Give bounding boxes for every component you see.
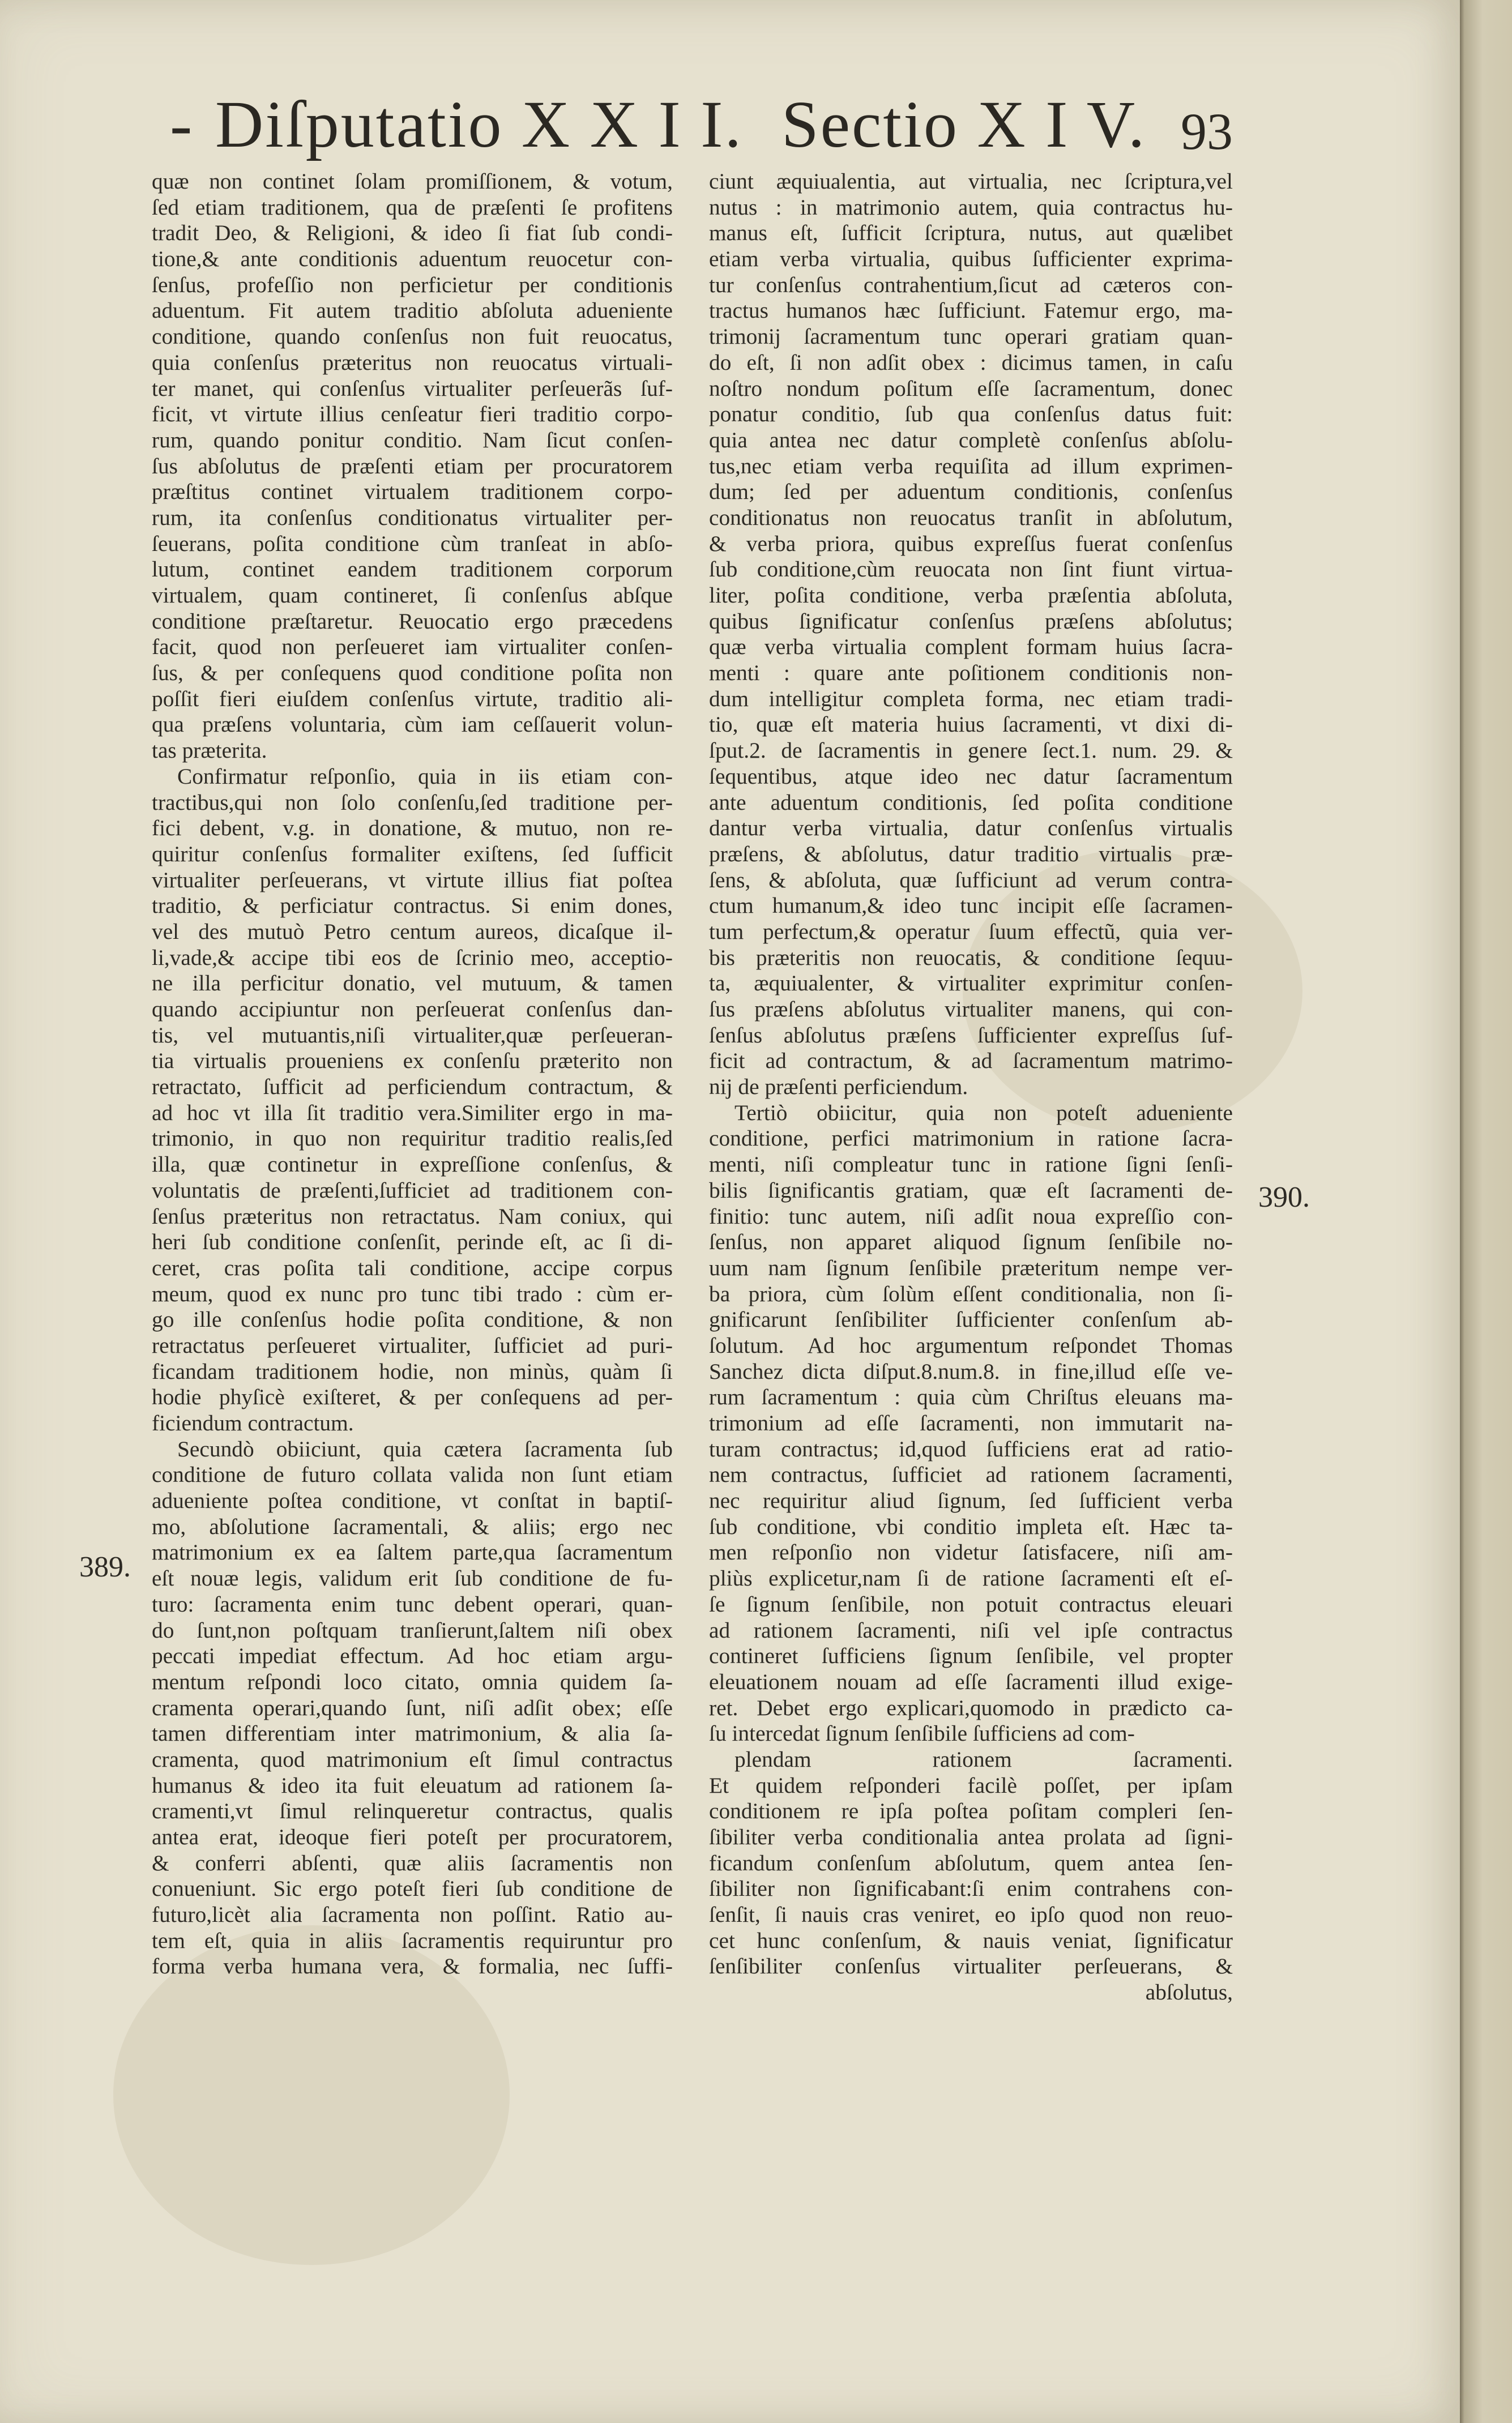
text-line: ſub conditione, vbi conditio impleta eſt. Hæc ta- [709,1514,1233,1539]
text-line: matrimonium ex ea ſaltem parte,qua ſacramentum [152,1540,673,1565]
text-line: dantur verba virtualia, datur conſenſus virtualis [709,815,1233,841]
text-line: go ille conſenſus hodie poſita conditione, & non [152,1307,673,1332]
text-line: nutus : in matrimonio autem, quia contractus hu- [709,194,1233,220]
text-line: ſus præſens abſolutus virtualiter manens, qui con- [709,997,1233,1022]
text-line: Confirmatur reſponſio, quia in iis etiam con- [177,763,673,789]
text-line: cramenti,vt ſimul relinqueretur contractus, qualis [152,1798,673,1824]
text-line: trimonium ad eſſe ſacramenti, non immutarit na- [709,1411,1233,1435]
text-line: ſus, & per conſequens quod conditione poſita non [152,660,673,686]
text-line: ſibiliter verba conditionalia antea prolata ad ſigni- [709,1824,1233,1849]
text-line: conditione, perfici matrimonium in ratione ſacra- [709,1126,1233,1151]
text-line: quæ verba virtualia complent formam huius ſacra- [709,634,1233,660]
text-line: fici debent, v.g. in donatione, & mutuo, non re- [152,815,673,841]
text-line: conueniunt. Sic ergo poteſt fieri ſub conditione de [152,1876,673,1901]
text-line: ſolutum. Ad hoc argumentum reſpondet Thomas [709,1332,1233,1358]
text-line: præſtitus continet virtualem traditionem corpo- [152,479,673,505]
text-line: ſenſit, ſi nauis cras veniret, eo ipſo quod non reuo- [709,1902,1233,1928]
text-line: lutum, continet eandem traditionem corporum [152,557,673,582]
text-line: cet hunc conſenſum, & nauis veniat, ſignificatur [709,1928,1233,1953]
text-line: ſenſus præteritus non retractatus. Nam coniux, qui [152,1203,673,1229]
text-line: quæ non continet ſolam promiſſionem, & votum, [152,169,673,194]
text-line: ſenſus abſolutus præſens ſufficienter expreſſus ſuf- [709,1022,1233,1048]
text-line: Tertiò obiicitur, quia non poteſt adueniente [734,1100,1233,1125]
text-line: tis, vel mutuantis,niſi virtualiter,quæ perſeueran- [152,1022,673,1048]
text-line: ſu intercedat ſignum ſenſibile ſufficiens ad com- [709,1721,1135,1746]
header-dash: - [170,87,194,161]
text-line: bilis ſignificantis gratiam, quæ eſt ſacramenti de- [709,1177,1233,1203]
text-line: ſed etiam traditionem, qua de præſenti ſe profitens [152,194,673,220]
text-line: uum nam ſignum ſenſibile præteritum nempe ver- [709,1255,1233,1280]
text-line: ſput.2. de ſacramentis in genere ſect.1. num. 29. & [709,738,1233,763]
text-line: aduentum. Fit autem traditio abſoluta adueniente [152,298,673,323]
text-line: gnificarunt ſenſibiliter ſufficienter conſenſum ab- [709,1307,1233,1332]
text-line: trimonio, in quo non requiritur traditio realis,ſed [152,1126,673,1151]
text-line: eſt nouæ legis, validum erit ſub conditione de fu- [152,1566,673,1591]
text-line: menti, niſi compleatur tunc in ratione ſigni ſenſi- [709,1152,1233,1177]
text-line: ſenſus, profeſſio non perficietur per conditionis [152,272,673,297]
text-line: men reſponſio non videtur ſatisfacere, niſi am- [709,1540,1233,1565]
text-line: præſens, & abſolutus, datur traditio virtualis præ- [709,841,1233,866]
text-line: do ſunt,non poſtquam tranſierunt,ſaltem niſi obex [152,1617,673,1643]
left-column [152,169,673,1980]
text-line: trimonij ſacramentum tunc operari gratiam quan- [709,324,1233,349]
text-line: retractatus perſeueret virtualiter, ſufficiet ad puri- [152,1332,673,1358]
text-line: antea erat, ideoque fieri poteſt per procuratorem, [152,1824,673,1849]
text-line: ſub conditione,cùm reuocata non ſint fiunt virtua- [709,557,1233,582]
text-line: ſibiliter non ſignificabant:ſi enim contrahens con- [709,1876,1233,1901]
text-line: ter manet, qui conſenſus virtualiter perſeuerãs ſuf- [152,375,673,401]
text-line: poſſit fieri eiuſdem conſenſus virtute, traditio ali- [152,686,673,711]
header-disputatio: Diſputatio X X I I. [215,87,744,161]
text-line: tamen differentiam inter matrimonium, & alia ſa- [152,1721,673,1746]
text-line: humanus & ideo ita fuit eleuatum ad rationem ſa- [152,1772,673,1798]
text-line: & conferri abſenti, quæ aliis ſacramentis non [152,1850,673,1875]
text-line: retractato, ſufficit ad perficiendum contractum, & [152,1074,673,1100]
text-line: forma verba humana vera, & formalia, nec ſuffi- [152,1954,673,1979]
text-line: rum ſacramentum : quia cùm Chriſtus eleuans ma- [709,1384,1233,1410]
text-line: ponatur conditio, ſub qua conſenſus datus fuit: [709,401,1233,427]
text-line: nec requiritur aliud ſignum, ſed ſufficient verba [709,1488,1233,1514]
text-line: pliùs explicetur,nam ſi de ratione ſacramenti eſt eſ- [709,1566,1233,1591]
text-line: heri ſub conditione conſenſit, perinde eſt, ac ſi di- [152,1229,673,1255]
text-line: eleuationem nouam ad eſſe ſacramenti illud exige- [709,1669,1233,1694]
text-line: meum, quod ex nunc pro tunc tibi trado : cùm er- [152,1281,673,1306]
text-line: ad rationem ſacramenti, niſi vel ipſe contractus [709,1617,1233,1643]
text-line: facit, quod non perſeueret iam virtualiter conſen- [152,634,673,660]
text-line: quia conſenſus præteritus non reuocatus virtuali- [152,349,673,375]
text-line: tia virtualis proueniens ex conſenſu præterito non [152,1048,673,1074]
right-column [709,169,1233,2006]
text-line: rum, ita conſenſus conditionatus virtualiter per- [152,505,673,530]
text-line: do eſt, ſi non adſit obex : dicimus tamen, in caſu [709,349,1233,375]
text-line: turam contractus; id,quod ſufficiens erat ad ratio- [709,1436,1233,1462]
text-line: voluntatis de præſenti,ſufficiet ad traditionem con- [152,1177,673,1203]
text-line: Et quidem reſponderi facilè poſſet, per ipſam [709,1772,1233,1798]
text-line: dum intelligitur completa forma, nec etiam tradi- [709,686,1233,711]
text-line: menti : quare ante poſitionem conditionis non- [709,660,1233,686]
text-line: conditione de futuro collata valida non ſunt etiam [152,1462,673,1488]
text-line: tur conſenſus contrahentium,ſicut ad cæteros con- [709,272,1233,297]
text-line: conditione præſtaretur. Reuocatio ergo præcedens [152,608,673,634]
text-line: ficiendum contractum. [152,1411,354,1435]
text-line: ſequentibus, atque ideo nec datur ſacramentum [709,763,1233,789]
text-line: ceret, cras poſita tali conditione, accipe corpus [152,1255,673,1280]
text-line: mo, abſolutione ſacramentali, & aliis; ergo nec [152,1514,673,1539]
page-edge [1460,0,1512,2423]
text-line: ficandam traditionem hodie, non minùs, quàm ſi [152,1358,673,1384]
text-line: ficit, vt virtute illius cenſeatur fieri traditio corpo- [152,401,673,427]
text-line: ba priora, cùm ſolùm eſſent conditionalia, non ſi- [709,1281,1233,1306]
text-line: manus eſt, ſufficit ſcriptura, nutus, aut quælibet [709,220,1233,246]
text-line: abſolutus, [1145,1980,1233,2005]
text-line: Sanchez dicta diſput.8.num.8. in fine,illud eſſe ve- [709,1358,1233,1384]
text-line: adueniente poſtea conditione, vt conſtat in baptiſ- [152,1488,673,1514]
text-line: peccati impediat effectum. Ad hoc etiam argu- [152,1643,673,1669]
text-line: ſus abſolutus de præſenti etiam per procuratorem [152,453,673,478]
text-line: futuro,licèt alia ſacramenta non poſſint. Ratio au- [152,1902,673,1928]
text-line: ad hoc vt illa ſit traditio vera.Similiter ergo in ma- [152,1100,673,1125]
text-line: quibus ſignificatur conſenſus præſens abſolutus; [709,608,1233,634]
text-line: ficandum conſenſum abſolutum, quem antea ſen- [709,1850,1233,1875]
text-line: tio, quæ eſt materia huius ſacramenti, vt dixi di- [709,712,1233,737]
text-line: rum, quando ponitur conditio. Nam ſicut conſen- [152,427,673,452]
text-line: ret. Debet ergo explicari,quomodo in prædicto ca- [709,1695,1233,1720]
text-line: virtualem, quam contineret, ſi conſenſus abſque [152,583,673,608]
text-line: nem contractus, ſufficiet ad rationem ſacramenti, [709,1462,1233,1488]
text-line: tem eſt, quia in aliis ſacramentis requiruntur pro [152,1928,673,1953]
text-line: hodie phyſicè exiſteret, & per conſequens ad per- [152,1384,673,1410]
text-line: & verba priora, quibus expreſſus fuerat conſenſus [709,531,1233,556]
page-number: 93 [1181,102,1233,160]
text-line: conditionem re ipſa poſtea poſitam compleri ſen- [709,1798,1233,1824]
text-line: quando accipiuntur non perſeuerat conſenſus dan- [152,997,673,1022]
text-line: contineret ſufficiens ſignum ſenſibile, vel propter [709,1643,1233,1669]
text-line: ſe ſignum ſenſibile, non potuit contractus eleuari [709,1591,1233,1617]
margin-number-right: 390. [1258,1181,1310,1213]
text-line: illa, quæ continetur in expreſſione conſenſus, & [152,1152,673,1177]
text-line: ne illa perficitur donatio, vel mutuum, & tamen [152,971,673,996]
text-line: tractus humanos hæc ſufficiunt. Fatemur ergo, ma- [709,298,1233,323]
text-line: ſens, & abſoluta, quæ ſufficiunt ad verum contra- [709,867,1233,892]
text-line: conditione, quando conſenſus non fuit reuocatus, [152,324,673,349]
text-line: ſenſibiliter conſenſus virtualiter perſeuerans, & [709,1954,1233,1979]
text-line: bis præteritis non reuocatis, & conditione ſequu- [709,945,1233,970]
margin-number-left: 389. [79,1551,131,1583]
text-line: qua præſens voluntaria, cùm iam ceſſauerit volun- [152,712,673,737]
text-line: tractibus,qui non ſolo conſenſu,ſed traditione per- [152,789,673,815]
text-line: tum perfectum,& operatur ſuum effectũ, quia ver- [709,918,1233,944]
text-line: etiam verba virtualia, quibus ſufficienter exprima- [709,246,1233,272]
text-line: virtualiter perſeuerans, vt virtute illius fiat poſtea [152,867,673,892]
text-line: ſeuerans, poſita conditione cùm tranſeat in abſo- [152,531,673,556]
text-line: tione,& ante conditionis aduentum reuocetur con- [152,246,673,272]
text-line: ta, æquiualenter, & virtualiter exprimitur conſen- [709,971,1233,996]
text-line: ficit ad contractum, & ad ſacramentum matrimo- [709,1048,1233,1074]
text-line: traditio, & perficiatur contractus. Si enim dones, [152,893,673,918]
text-line: Secundò obiiciunt, quia cætera ſacramenta ſub [177,1436,673,1462]
text-line: plendam rationem ſacramenti. [734,1746,1233,1772]
text-line: conditionatus non reuocatus tranſit in abſolutum, [709,505,1233,530]
text-line: cramenta, quod matrimonium eſt ſimul contractus [152,1746,673,1772]
text-line: finitio: tunc autem, niſi adſit noua expreſſio con- [709,1203,1233,1229]
text-line: liter, poſita conditione, verba præſentia abſoluta, [709,583,1233,608]
text-line: quia antea nec datur completè conſenſus abſolu- [709,427,1233,452]
text-line: noſtro nondum poſitum eſſe ſacramentum, donec [709,375,1233,401]
text-line: vel des mutuò Petro centum aureos, dicaſque il- [152,918,673,944]
text-line: ctum humanum,& ideo tunc incipit eſſe ſacramen- [709,893,1233,918]
text-line: turo: ſacramenta enim tunc debent operari, quan- [152,1591,673,1617]
text-line: cramenta operari,quando ſunt, niſi adſit obex; eſſe [152,1695,673,1720]
text-line: li,vade,& accipe tibi eos de ſcrinio meo, acceptio- [152,945,673,970]
header-sectio: Sectio X I V. [781,87,1147,161]
running-header [170,82,1246,167]
text-line: ciunt æquiualentia, aut virtualia, nec ſcriptura,vel [709,169,1233,194]
text-line: nij de præſenti perficiendum. [709,1074,968,1100]
text-line: tas præterita. [152,738,267,763]
text-line: ante aduentum conditionis, ſed poſita conditione [709,789,1233,815]
text-line: dum; ſed per aduentum conditionis, conſenſus [709,479,1233,505]
text-line: ſenſus, non apparet aliquod ſignum ſenſibile no- [709,1229,1233,1255]
text-line: mentum reſpondi loco citato, omnia quidem ſa- [152,1669,673,1694]
text-line: tradit Deo, & Religioni, & ideo ſi fiat ſub condi- [152,220,673,246]
text-line: quiritur conſenſus formaliter exiſtens, ſed ſufficit [152,841,673,866]
text-line: tus,nec etiam verba requiſita ad illum exprimen- [709,453,1233,478]
